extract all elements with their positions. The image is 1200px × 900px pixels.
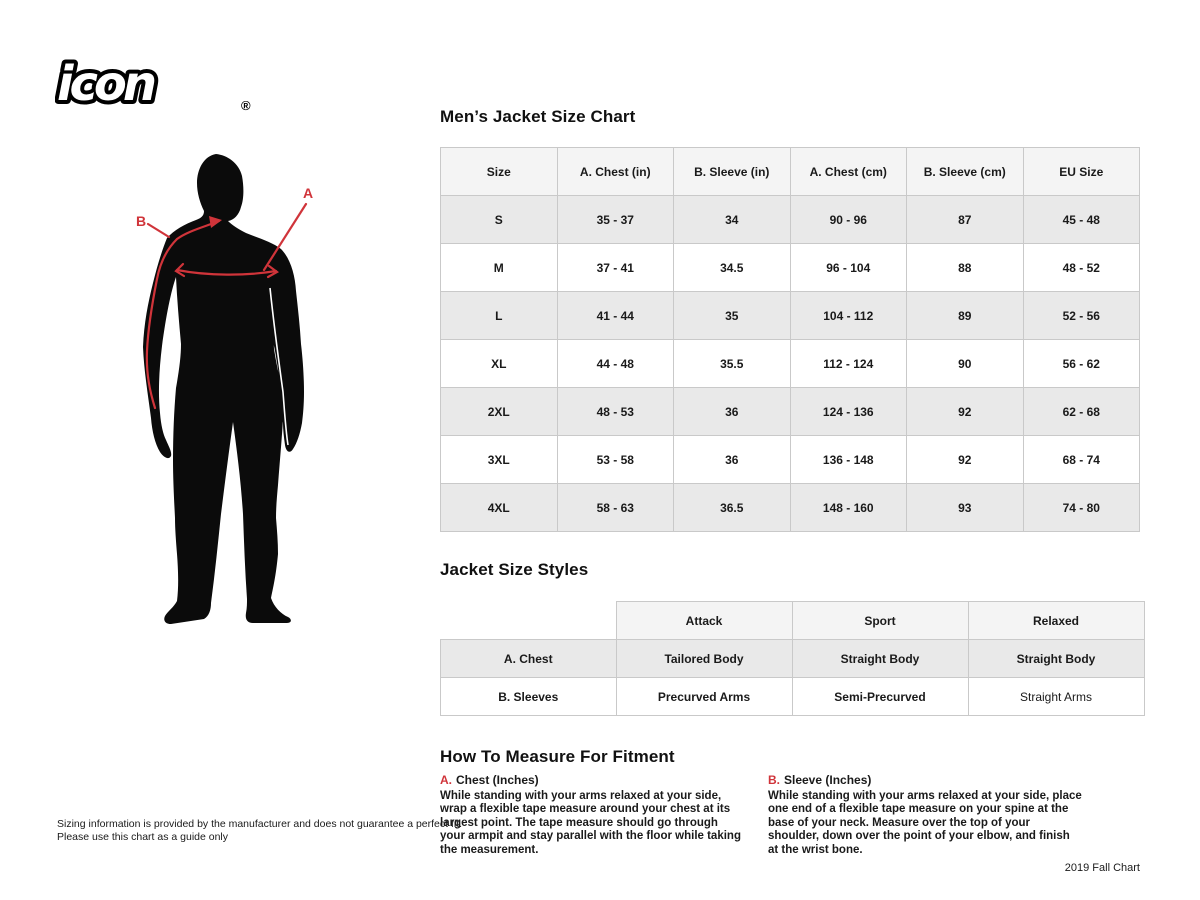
table-cell: S bbox=[441, 196, 558, 244]
mens-size-chart-table bbox=[440, 147, 1140, 532]
table-cell: Straight Body bbox=[968, 640, 1144, 678]
table-cell: 41 - 44 bbox=[557, 292, 674, 340]
size-styles-title: Jacket Size Styles bbox=[440, 560, 589, 579]
table-cell: 90 bbox=[907, 340, 1024, 388]
table-cell: 96 - 104 bbox=[790, 244, 907, 292]
measure-sleeve-column bbox=[768, 774, 1082, 857]
table-cell: 136 - 148 bbox=[790, 436, 907, 484]
table-cell: 53 - 58 bbox=[557, 436, 674, 484]
table-cell: 92 bbox=[907, 388, 1024, 436]
male-silhouette bbox=[143, 154, 304, 624]
table-cell: 58 - 63 bbox=[557, 484, 674, 532]
table-cell: 92 bbox=[907, 436, 1024, 484]
table-row-s bbox=[441, 196, 1140, 244]
table-cell: 3XL bbox=[441, 436, 558, 484]
table-cell: Precurved Arms bbox=[616, 678, 792, 716]
table-cell: 74 - 80 bbox=[1023, 484, 1140, 532]
table-cell: 35.5 bbox=[674, 340, 791, 388]
table-cell: 87 bbox=[907, 196, 1024, 244]
styles-row-sleeves bbox=[441, 678, 1145, 716]
measure-sleeve-label: Sleeve (Inches) bbox=[784, 773, 872, 787]
table-cell: 36 bbox=[674, 388, 791, 436]
table-cell: 52 - 56 bbox=[1023, 292, 1140, 340]
measure-chest-label: Chest (Inches) bbox=[456, 773, 539, 787]
table-row-l bbox=[441, 292, 1140, 340]
table-cell: 62 - 68 bbox=[1023, 388, 1140, 436]
icon-logo bbox=[55, 54, 265, 114]
table-cell: 68 - 74 bbox=[1023, 436, 1140, 484]
measure-chest-heading bbox=[440, 774, 746, 788]
measure-sleeve-instructions: While standing with your arms relaxed at your side, place one end of a flexible tape measure on your spine at the base of your neck. Measure over the top of your shoulder, down over the point of your elbow, and finish at the wrist bone. bbox=[768, 789, 1082, 856]
registered-mark: ® bbox=[241, 98, 251, 113]
chart-edition-label: 2019 Fall Chart bbox=[1064, 862, 1140, 874]
table-cell: Straight Arms bbox=[968, 678, 1144, 716]
column-header-eu-size: EU Size bbox=[1023, 148, 1140, 196]
table-cell: 44 - 48 bbox=[557, 340, 674, 388]
table-cell: 93 bbox=[907, 484, 1024, 532]
corner-cell bbox=[441, 602, 617, 640]
table-cell: Tailored Body bbox=[616, 640, 792, 678]
table-cell: 35 - 37 bbox=[557, 196, 674, 244]
table-row-4xl bbox=[441, 484, 1140, 532]
measure-sleeve-heading bbox=[768, 774, 1082, 788]
column-header-sleeve-cm: B. Sleeve (cm) bbox=[907, 148, 1024, 196]
table-cell: 34 bbox=[674, 196, 791, 244]
table-row-3xl bbox=[441, 436, 1140, 484]
table-cell: 104 - 112 bbox=[790, 292, 907, 340]
column-header-size: Size bbox=[441, 148, 558, 196]
table-cell: 37 - 41 bbox=[557, 244, 674, 292]
disclaimer-line-2: Please use this chart as a guide only bbox=[57, 831, 229, 843]
table-cell: 4XL bbox=[441, 484, 558, 532]
table-cell: XL bbox=[441, 340, 558, 388]
row-label: A. Chest bbox=[441, 640, 617, 678]
disclaimer-line-1: Sizing information is provided by the manufacturer and does not guarantee a perfect fit. bbox=[57, 818, 463, 830]
column-header-sport: Sport bbox=[792, 602, 968, 640]
table-cell: M bbox=[441, 244, 558, 292]
size-styles-table bbox=[440, 601, 1145, 716]
label-b-pointer-line bbox=[148, 224, 169, 237]
table-cell: 124 - 136 bbox=[790, 388, 907, 436]
table-cell: 112 - 124 bbox=[790, 340, 907, 388]
size-chart-title: Men’s Jacket Size Chart bbox=[440, 107, 636, 126]
table-cell: 36.5 bbox=[674, 484, 791, 532]
table-cell: 35 bbox=[674, 292, 791, 340]
table-header-row bbox=[441, 148, 1140, 196]
table-cell: 148 - 160 bbox=[790, 484, 907, 532]
table-cell: 48 - 53 bbox=[557, 388, 674, 436]
table-cell: Semi-Precurved bbox=[792, 678, 968, 716]
styles-header-row bbox=[441, 602, 1145, 640]
table-cell: 90 - 96 bbox=[790, 196, 907, 244]
table-cell: L bbox=[441, 292, 558, 340]
male-silhouette-figure bbox=[100, 130, 380, 650]
table-row-xl bbox=[441, 340, 1140, 388]
styles-row-chest bbox=[441, 640, 1145, 678]
table-cell: 89 bbox=[907, 292, 1024, 340]
table-cell: 34.5 bbox=[674, 244, 791, 292]
column-header-sleeve-in: B. Sleeve (in) bbox=[674, 148, 791, 196]
column-header-chest-in: A. Chest (in) bbox=[557, 148, 674, 196]
measurement-label-b: B bbox=[136, 213, 147, 229]
column-header-chest-cm: A. Chest (cm) bbox=[790, 148, 907, 196]
measure-chest-prefix: A. bbox=[440, 773, 452, 787]
table-cell: 56 - 62 bbox=[1023, 340, 1140, 388]
measure-title: How To Measure For Fitment bbox=[440, 747, 675, 766]
measure-chest-column bbox=[440, 774, 746, 857]
column-header-attack: Attack bbox=[616, 602, 792, 640]
measure-sleeve-prefix: B. bbox=[768, 773, 780, 787]
row-label: B. Sleeves bbox=[441, 678, 617, 716]
table-cell: 48 - 52 bbox=[1023, 244, 1140, 292]
table-cell: 2XL bbox=[441, 388, 558, 436]
table-row-2xl bbox=[441, 388, 1140, 436]
table-cell: Straight Body bbox=[792, 640, 968, 678]
icon-logo-text: icon bbox=[57, 56, 154, 112]
measurement-label-a: A bbox=[303, 185, 314, 201]
table-cell: 36 bbox=[674, 436, 791, 484]
table-cell: 88 bbox=[907, 244, 1024, 292]
table-cell: 45 - 48 bbox=[1023, 196, 1140, 244]
column-header-relaxed: Relaxed bbox=[968, 602, 1144, 640]
sizing-disclaimer bbox=[57, 818, 462, 844]
table-row-m bbox=[441, 244, 1140, 292]
measure-chest-instructions: While standing with your arms relaxed at your side, wrap a flexible tape measure around your chest at its largest point. The tape measure should go through your armpit and stay parallel with the floor while taking the measurement. bbox=[440, 789, 741, 856]
